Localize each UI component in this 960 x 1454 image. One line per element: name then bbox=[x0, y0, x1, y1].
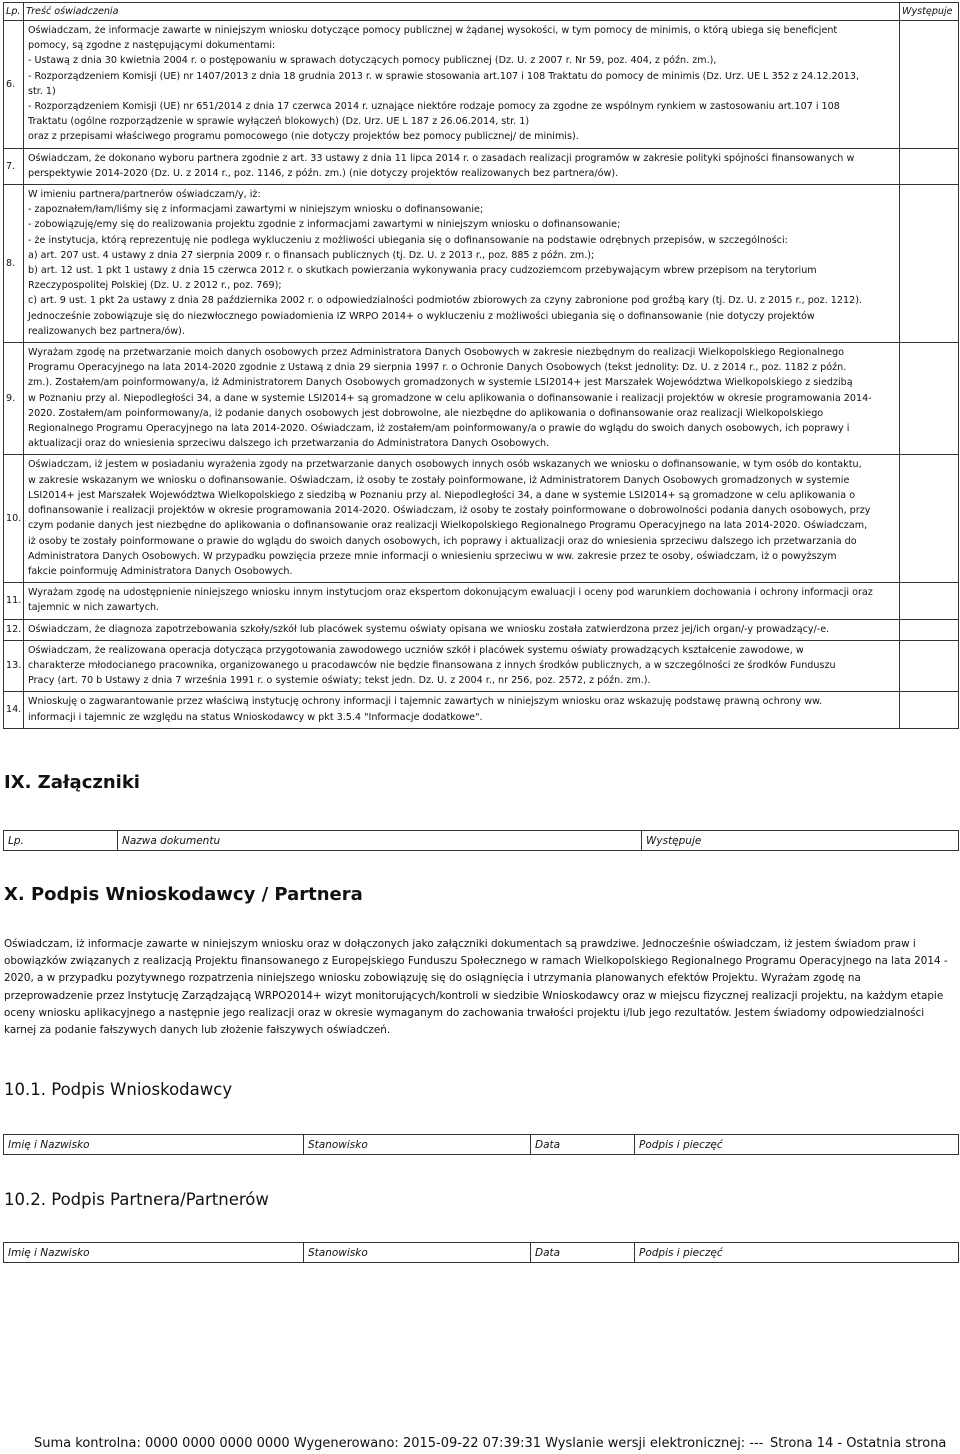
col-header-content: Treść oświadczenia bbox=[24, 3, 900, 21]
declaration-line: realizowanych bez partnera/ów). bbox=[28, 325, 185, 337]
declaration-line: Oświadczam, iż jestem w posiadaniu wyrażenia zgody na przetwarzanie danych osobowych innych osób wskazanych we wniosku o dofinansowanie, w tym osób do kontaktu, bbox=[28, 459, 862, 471]
declaration-line: - Ustawą z dnia 30 kwietnia 2004 r. o postępowaniu w sprawach dotyczących pomocy publicznej (Dz. U. z 2007 r. Nr 59, poz. 404, z późn. zm.), bbox=[28, 55, 717, 67]
declaration-row bbox=[4, 619, 959, 640]
declaration-row bbox=[4, 185, 959, 343]
declaration-status-cell bbox=[900, 640, 959, 692]
applicant-sig-date: Data bbox=[531, 1135, 635, 1155]
col-header-status: Występuje bbox=[900, 3, 959, 21]
declaration-line: 2020. Zostałem/am poinformowany/a, iż podanie danych osobowych jest dobrowolne, ale niezbędne do aplikowania o dofinansowanie oraz realizacji Wielkopolskiego bbox=[28, 407, 824, 419]
declaration-status-cell bbox=[900, 692, 959, 728]
declaration-line: LSI2014+ jest Marszałek Województwa Wielkopolskiego z siedzibą w Poznaniu przy al. Niepodległości 34, a dane w systemie LSI2014+ są gromadzone w celu aplikowania o bbox=[28, 489, 856, 501]
declaration-line: Oświadczam, że realizowana operacja dotycząca przygotowania zawodowego uczniów szkół i placówek systemu oświaty prowadzących kształcenie zawodowe, w bbox=[28, 644, 804, 656]
declaration-status-cell bbox=[900, 455, 959, 583]
declaration-number: 8. bbox=[4, 185, 24, 343]
declaration-line: iż osoby te zostały poinformowane o prawie do wglądu do swoich danych osobowych, ich poprawy i aktualizacji oraz do wniesienia sprzeciwu dalszego ich przetwarzania do bbox=[28, 535, 857, 547]
declaration-status-cell bbox=[900, 343, 959, 455]
declaration-row bbox=[4, 148, 959, 184]
declaration-line: Pracy (art. 70 b Ustawy z dnia 7 września 1991 r. o systemie oświaty; tekst jedn. Dz. U. z 2004 r., nr 256, poz. 2572, z późn. zm.). bbox=[28, 675, 651, 687]
applicant-sig-signature: Podpis i pieczęć bbox=[635, 1135, 959, 1155]
partner-sig-name: Imię i Nazwisko bbox=[4, 1243, 304, 1263]
declaration-line: fakcie poinformuję Administratora Danych Osobowych. bbox=[28, 565, 293, 577]
declaration-number: 14. bbox=[4, 692, 24, 728]
declaration-text bbox=[24, 148, 900, 184]
attachments-col-lp: Lp. bbox=[4, 831, 118, 851]
applicant-sig-name: Imię i Nazwisko bbox=[4, 1135, 304, 1155]
declaration-line: Oświadczam, że dokonano wyboru partnera zgodnie z art. 33 ustawy z dnia 11 lipca 2014 r. o zasadach realizacji programów w zakresie polityki spójności finansowanych w bbox=[28, 152, 855, 164]
declaration-line: aktualizacji oraz do wniesienia sprzeciwu dalszego ich przetwarzania do Administratora Danych Osobowych. bbox=[28, 438, 550, 450]
declaration-line: pomocy, są zgodne z następującymi dokumentami: bbox=[28, 40, 276, 52]
declaration-text bbox=[24, 21, 900, 149]
declaration-line: - zobowiązuję/emy się do realizowania projektu zgodnie z informacjami zawartymi w niniejszym wniosku o dofinansowanie; bbox=[28, 219, 621, 231]
declaration-line: - zapoznałem/łam/liśmy się z informacjami zawartymi w niniejszym wniosku o dofinansowanie; bbox=[28, 204, 484, 216]
declaration-line: zm.). Zostałem/am poinformowany/a, iż Administratorem Danych Osobowych gromadzonych w systemie LSI2014+ jest Marszałek Województwa Wielkopolskiego z siedzibą bbox=[28, 377, 853, 389]
declaration-line: b) art. 12 ust. 1 pkt 1 ustawy z dnia 15 czerwca 2012 r. o skutkach powierzania wykonywania pracy cudzoziemcom przebywającym wbrew przepisom na terytorium bbox=[28, 265, 817, 277]
declaration-number: 13. bbox=[4, 640, 24, 692]
footer-checksum: Suma kontrolna: 0000 0000 0000 0000 Wygenerowano: 2015-09-22 07:39:31 Wyslanie wersji elektronicznej: --- bbox=[34, 1436, 764, 1451]
declaration-line: Wyrażam zgodę na przetwarzanie moich danych osobowych przez Administratora Danych Osobowych w zakresie niezbędnym do realizacji Wielkopolskiego Regionalnego bbox=[28, 347, 844, 359]
applicant-declaration: Oświadczam, iż informacje zawarte w niniejszym wniosku oraz w dołączonych jako załączniki dokumentach są prawdziwe. Jednocześnie oświadczam, iż jestem świadom praw i obowiązków związanych z realizacją Projektu finansowanego z Europejskiego Funduszu Społecznego w ramach Wielkopolskiego Regionalnego Programu Operacyjnego na lata 2014 - 2020, a w przypadku pozytywnego rozpatrzenia niniejszego wniosku zobowiązuję się do osiągnięcia i utrzymania planowanych efektów Projektu. Wyrażam zgodę na przeprowadzenie przez Instytucję Zarządzającą WRPO2014+ wizyt monitorujących/kontroli w siedzibie Wnioskodawcy oraz w miejscu fizycznej realizacji projektu, na każdym etapie oceny wniosku aplikacyjnego a następnie jego realizacji oraz w okresie wymaganym do zachowania trwałości projektu i/lub jego rezultatów. Jestem świadomy odpowiedzialności karnej za podanie fałszywych danych lub złożenie fałszywych oświadczeń. bbox=[4, 938, 948, 1037]
declaration-row bbox=[4, 21, 959, 149]
section-ix-title: IX. Załączniki bbox=[4, 772, 140, 793]
declaration-number: 12. bbox=[4, 619, 24, 640]
declaration-line: w zakresie wskazanym we wniosku o dofinansowanie. Oświadczam, iż osoby te zostały poinformowane, iż Administratorem Danych Osobowych gromadzonych w systemie bbox=[28, 474, 850, 486]
declaration-line: - że instytucja, którą reprezentuję nie podlega wykluczeniu z możliwości ubiegania się o dofinansowanie na podstawie odrębnych przepisów, w szczególności: bbox=[28, 234, 788, 246]
declaration-status-cell bbox=[900, 619, 959, 640]
partner-sig-date: Data bbox=[531, 1243, 635, 1263]
declaration-line: W imieniu partnera/partnerów oświadczam/y, iż: bbox=[28, 189, 261, 201]
section-x-title: X. Podpis Wnioskodawcy / Partnera bbox=[4, 884, 363, 905]
partner-signature-table bbox=[3, 1242, 959, 1263]
applicant-signature-table bbox=[3, 1134, 959, 1155]
declaration-line: Traktatu (ogólne rozporządzenie w sprawie wyłączeń blokowych) (Dz. Urz. UE L 187 z 26.06.2014, str. 1) bbox=[28, 116, 530, 128]
declaration-line: dofinansowanie i realizacji projektów w okresie programowania 2014-2020. Oświadczam, iż osoby te zostały poinformowane o dobrowolności podania danych osobowych, przy bbox=[28, 505, 871, 517]
declaration-number: 9. bbox=[4, 343, 24, 455]
declaration-line: Wnioskuję o zagwarantowanie przez właściwą instytucję ochrony informacji i tajemnic zawartych w niniejszym wniosku oraz wskazuję podstawę prawną ochrony ww. bbox=[28, 696, 823, 708]
declaration-status-cell bbox=[900, 148, 959, 184]
partner-signature-title: 10.2. Podpis Partnera/Partnerów bbox=[4, 1190, 269, 1209]
attachments-col-name: Nazwa dokumentu bbox=[118, 831, 642, 851]
declaration-number: 7. bbox=[4, 148, 24, 184]
declaration-line: perspektywie 2014-2020 (Dz. U. z 2014 r., poz. 1146, z późn. zm.) (nie dotyczy projektów realizowanych bez partnera/ów). bbox=[28, 167, 619, 179]
declaration-line: Jednocześnie zobowiązuje się do niezwłocznego powiadomienia IZ WRPO 2014+ o wykluczeniu z możliwości ubiegania się o dofinansowanie (nie dotyczy projektów bbox=[28, 310, 815, 322]
declaration-line: oraz z przepisami właściwego programu pomocowego (nie dotyczy projektów bez pomocy publicznej/ de minimis). bbox=[28, 131, 579, 143]
declaration-status-cell bbox=[900, 185, 959, 343]
footer-page-number: Strona 14 - Ostatnia strona bbox=[770, 1436, 947, 1451]
declaration-row bbox=[4, 455, 959, 583]
declaration-line: Regionalnego Programu Operacyjnego na lata 2014-2020. Oświadczam, iż zostałem/am poinformowany/a o prawie do wglądu do swoich danych osobowych, ich poprawy i bbox=[28, 423, 850, 435]
declaration-line: Rzeczypospolitej Polskiej (Dz. U. z 2012 r., poz. 769); bbox=[28, 280, 282, 292]
declaration-line: a) art. 207 ust. 4 ustawy z dnia 27 sierpnia 2009 r. o finansach publicznych (tj. Dz. U. z 2013 r., poz. 885 z późn. zm.); bbox=[28, 249, 595, 261]
declaration-line: Oświadczam, że diagnoza zapotrzebowania szkoły/szkół lub placówek systemu oświaty opisana we wniosku została zatwierdzona przez jej/ich organ/-y prowadzący/-e. bbox=[28, 623, 830, 635]
declaration-line: tajemnic w nich zawartych. bbox=[28, 602, 160, 614]
declarations-table bbox=[3, 2, 959, 729]
declaration-text bbox=[24, 343, 900, 455]
declaration-line: Oświadczam, że informacje zawarte w niniejszym wniosku dotyczące pomocy publicznej w żądanej wysokości, w tym pomocy de minimis, o którą ubiega się beneficjent bbox=[28, 25, 838, 36]
partner-sig-position: Stanowisko bbox=[304, 1243, 531, 1263]
declaration-text bbox=[24, 640, 900, 692]
applicant-sig-position: Stanowisko bbox=[304, 1135, 531, 1155]
declaration-line: str. 1) bbox=[28, 85, 56, 97]
attachments-col-status: Występuje bbox=[642, 831, 959, 851]
declaration-line: Programu Operacyjnego na lata 2014-2020 zgodnie z Ustawą z dnia 29 sierpnia 1997 r. o Ochronie Danych Osobowych (tekst jednolity: Dz. U. z 2014 r., poz. 1182 z późn. bbox=[28, 362, 847, 374]
declaration-text bbox=[24, 455, 900, 583]
partner-signature-row bbox=[4, 1243, 959, 1263]
declaration-line: - Rozporządzeniem Komisji (UE) nr 651/2014 z dnia 17 czerwca 2014 r. uznające niektóre rodzaje pomocy za zgodne ze wspólnym rynkiem w zastosowaniu art.107 i 108 bbox=[28, 101, 840, 113]
declaration-line: - Rozporządzeniem Komisji (UE) nr 1407/2013 z dnia 18 grudnia 2013 r. w sprawie stosowania art.107 i 108 Traktatu do pomocy de minimis (Dz. Urz. UE L 352 z 24.12.2013, bbox=[28, 70, 859, 82]
attachments-table bbox=[3, 830, 959, 851]
declaration-line: Wyrażam zgodę na udostępnienie niniejszego wniosku innym instytucjom oraz ekspertom dokonującym ewaluacji i oceny pod warunkiem dochowania i ochrony informacji oraz bbox=[28, 587, 873, 599]
applicant-signature-title: 10.1. Podpis Wnioskodawcy bbox=[4, 1080, 233, 1099]
declaration-line: informacji i tajemnic ze względu na status Wnioskodawcy w pkt 3.5.4 "Informacje dodatkowe". bbox=[28, 711, 483, 723]
col-header-lp: Lp. bbox=[4, 3, 24, 21]
declaration-line: w Poznaniu przy al. Niepodległości 34, a dane w systemie LSI2014+ są gromadzone w celu aplikowania o dofinansowanie i realizacji projektów w okresie programowania 2014- bbox=[28, 392, 872, 404]
declaration-number: 10. bbox=[4, 455, 24, 583]
declaration-line: czym podanie danych jest niezbędne do aplikowania o dofinansowanie oraz realizacji Wielkopolskiego Regionalnego Programu Operacyjnego na lata 2014-2020. Oświadczam, bbox=[28, 520, 868, 532]
declaration-row bbox=[4, 692, 959, 728]
declaration-number: 6. bbox=[4, 21, 24, 149]
declaration-text bbox=[24, 619, 900, 640]
declaration-row bbox=[4, 583, 959, 619]
declaration-line: charakterze młodocianego pracownika, organizowanego u pracodawców nie będzie finansowana z innych środków publicznych, a w szczególności ze środków Funduszu bbox=[28, 659, 836, 671]
declaration-number: 11. bbox=[4, 583, 24, 619]
declaration-line: Administratora Danych Osobowych. W przypadku powzięcia przeze mnie informacji o wniesieniu sprzeciwu w ww. zakresie przez te osoby, oświadczam, iż o powyższym bbox=[28, 550, 837, 562]
declarations-header-row bbox=[4, 3, 959, 21]
declaration-row bbox=[4, 343, 959, 455]
declaration-status-cell bbox=[900, 583, 959, 619]
applicant-signature-row bbox=[4, 1135, 959, 1155]
declaration-row bbox=[4, 640, 959, 692]
declaration-text bbox=[24, 692, 900, 728]
declaration-status-cell bbox=[900, 21, 959, 149]
declaration-text bbox=[24, 185, 900, 343]
partner-sig-signature: Podpis i pieczęć bbox=[635, 1243, 959, 1263]
declaration-text bbox=[24, 583, 900, 619]
declaration-line: c) art. 9 ust. 1 pkt 2a ustawy z dnia 28 października 2002 r. o odpowiedzialności podmiotów zbiorowych za czyny zabronione pod groźbą kary (tj. Dz. U. z 2015 r., poz. 1212). bbox=[28, 295, 862, 307]
attachments-header-row bbox=[4, 831, 959, 851]
